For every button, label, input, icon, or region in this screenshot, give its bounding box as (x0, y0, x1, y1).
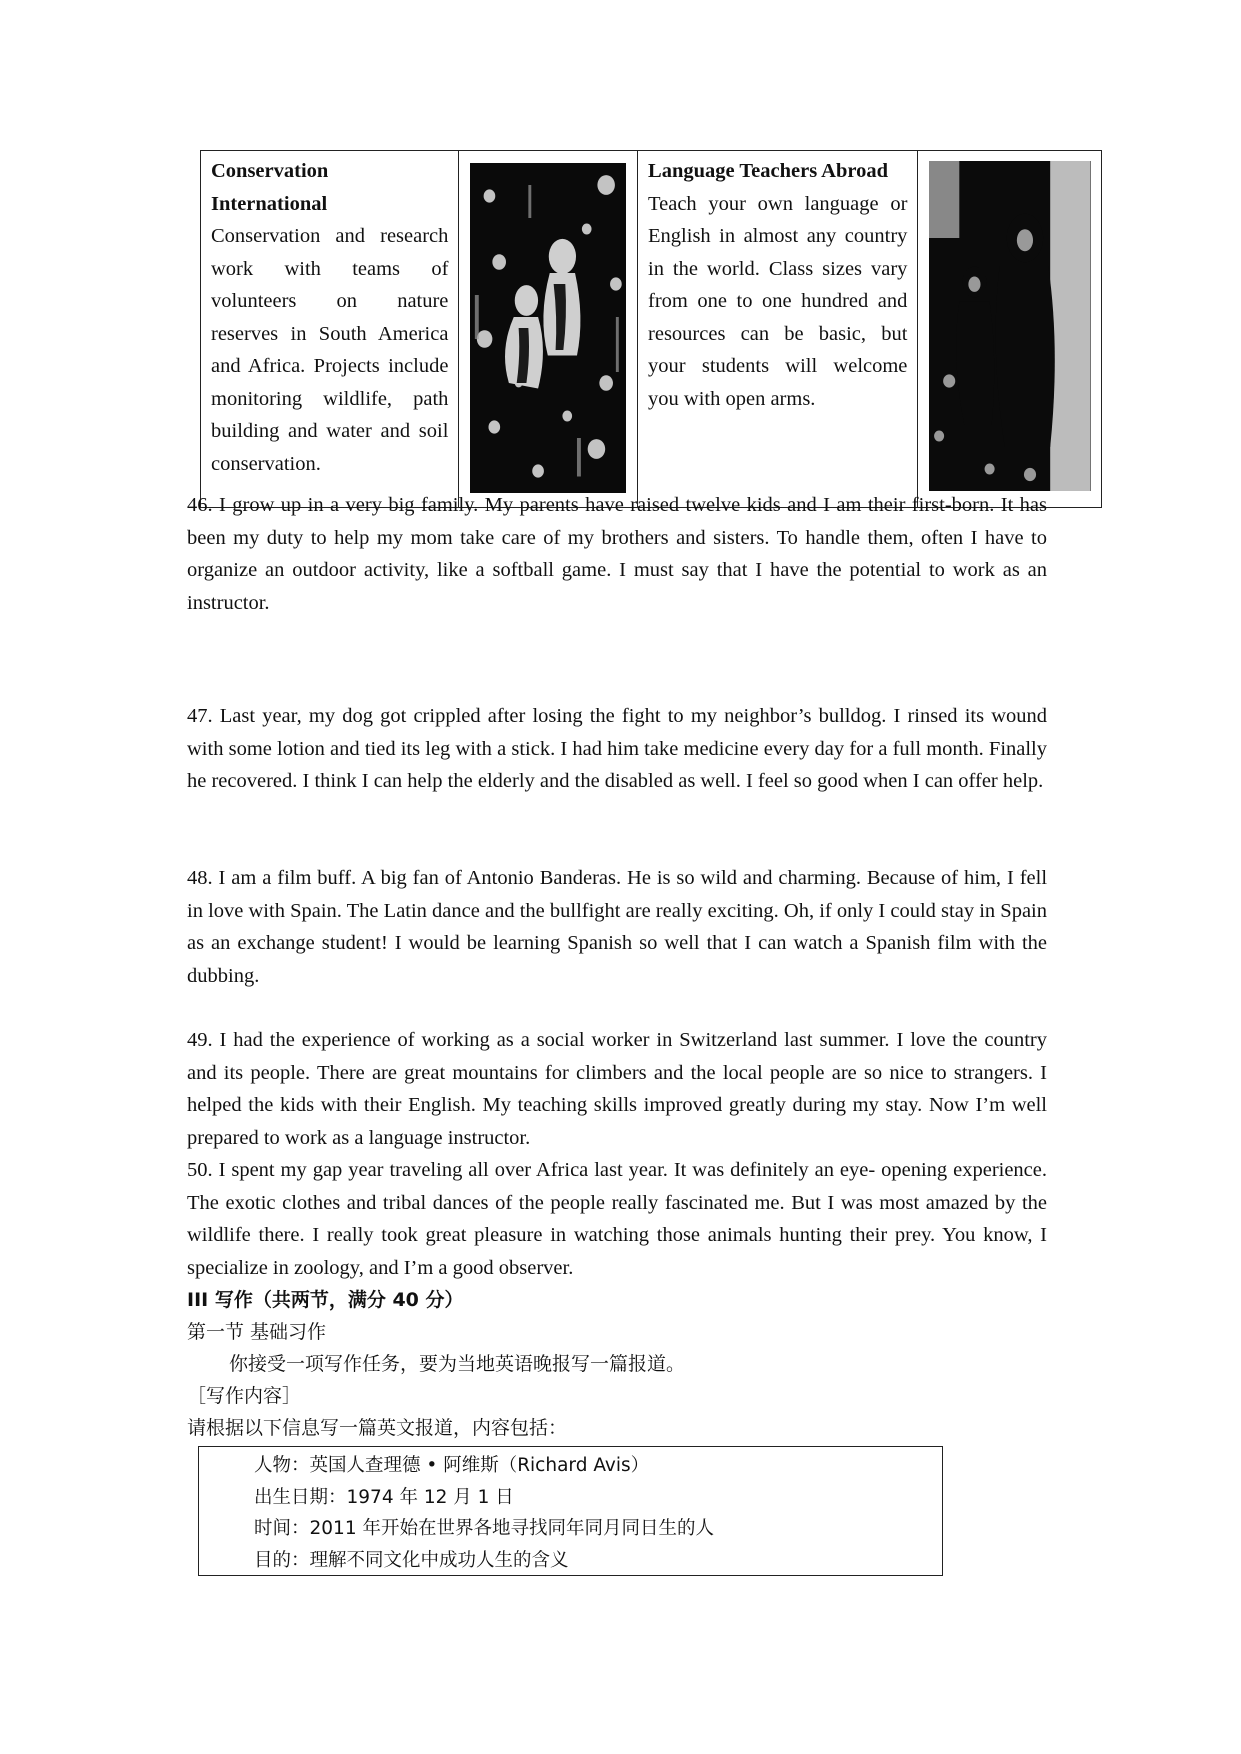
passage-text: I grow up in a very big family. My parents have raised twelve kids and I am their first-born. It has been my duty to help my mom take care of my brothers and sisters. To handle them, often I have to organize an outdoor activity, like a softball game. I must say that I have the potential to work as an instructor. (187, 494, 1047, 614)
passage-47 (187, 700, 1047, 798)
info-purpose: 目的：理解不同文化中成功人生的含义 (254, 1549, 569, 1571)
info-person: 人物：英国人查理德 • 阿维斯（Richard Avis） (254, 1455, 650, 1476)
passage-text: Last year, my dog got crippled after losing the fight to my neighbor’s bulldog. I rinsed its wound with some lotion and tied its leg with a stick. I had him take medicine every day for a full month. Finally he recovered. I think I can help the elderly and the disabled as well. I feel so good when I can offer help. (187, 705, 1048, 792)
classroom-photo (929, 161, 1091, 491)
passage-text: I had the experience of working as a social worker in Switzerland last summer. I love the country and its people. There are great mountains for climbers and the local people are so nice to strangers. I helped the kids with their English. My teaching skills improved greatly during my stay. Now I’m well prepared to work as a language instructor. (187, 1029, 1048, 1149)
passage-number: 50. (187, 1159, 213, 1181)
writing-info-box (198, 1446, 943, 1576)
passage-number: 49. (187, 1029, 213, 1051)
writing-part-title: 第一节 基础习作 (187, 1321, 327, 1343)
writing-task: 你接受一项写作任务，要为当地英语晚报写一篇报道。 (229, 1353, 686, 1375)
conservation-heading: Conservation International (211, 160, 329, 215)
table-cell-conservation-photo (459, 151, 638, 507)
passage-48 (187, 862, 1047, 992)
passage-49 (187, 1024, 1047, 1154)
passage-46 (187, 489, 1047, 619)
passage-number: 47. (187, 705, 213, 727)
volunteers-photo (470, 163, 626, 493)
passage-50 (187, 1154, 1047, 1284)
info-birthdate: 出生日期：1974 年 12 月 1 日 (254, 1486, 514, 1508)
language-teachers-heading: Language Teachers Abroad (648, 160, 889, 182)
passage-text: I am a film buff. A big fan of Antonio Banderas. He is so wild and charming. Because of him, I fell in love with Spain. The Latin dance and the bullfight are really exciting. Oh, if only I could stay in Spain as an exchange student! I would be learning Spanish so well that I can watch a Spanish film with the dubbing. (187, 867, 1048, 987)
writing-section-title: III 写作（共两节，满分 40 分） (187, 1289, 464, 1311)
info-time: 时间：2011 年开始在世界各地寻找同年同月同日生的人 (254, 1518, 714, 1539)
table-cell-conservation (201, 151, 459, 507)
table-cell-language-teachers (638, 151, 918, 507)
passage-number: 46. (187, 494, 213, 516)
passage-number: 48. (187, 867, 213, 889)
writing-instruction: 请根据以下信息写一篇英文报道，内容包括： (187, 1417, 568, 1439)
conservation-body: Conservation and research work with teams of volunteers on nature reserves in South America and Africa. Projects include monitoring wildlife, path building and water and soil conservation. (211, 225, 449, 475)
table-cell-language-photo (918, 151, 1101, 507)
volunteer-programme-table (200, 150, 1102, 508)
passage-text: I spent my gap year traveling all over Africa last year. It was definitely an eye- opening experience. The exotic clothes and tribal dances of the people really fascinated me. But I was most amazed by the wildlife there. I really took great pleasure in watching those animals hunting their prey. You know, I specialize in zoology, and I’m a good observer. (187, 1159, 1048, 1279)
language-teachers-body: Teach your own language or English in almost any country in the world. Class sizes vary from one to one hundred and resources can be basic, but your students will welcome you with open arms. (648, 192, 908, 410)
writing-content-label: ［写作内容］ (187, 1385, 302, 1407)
